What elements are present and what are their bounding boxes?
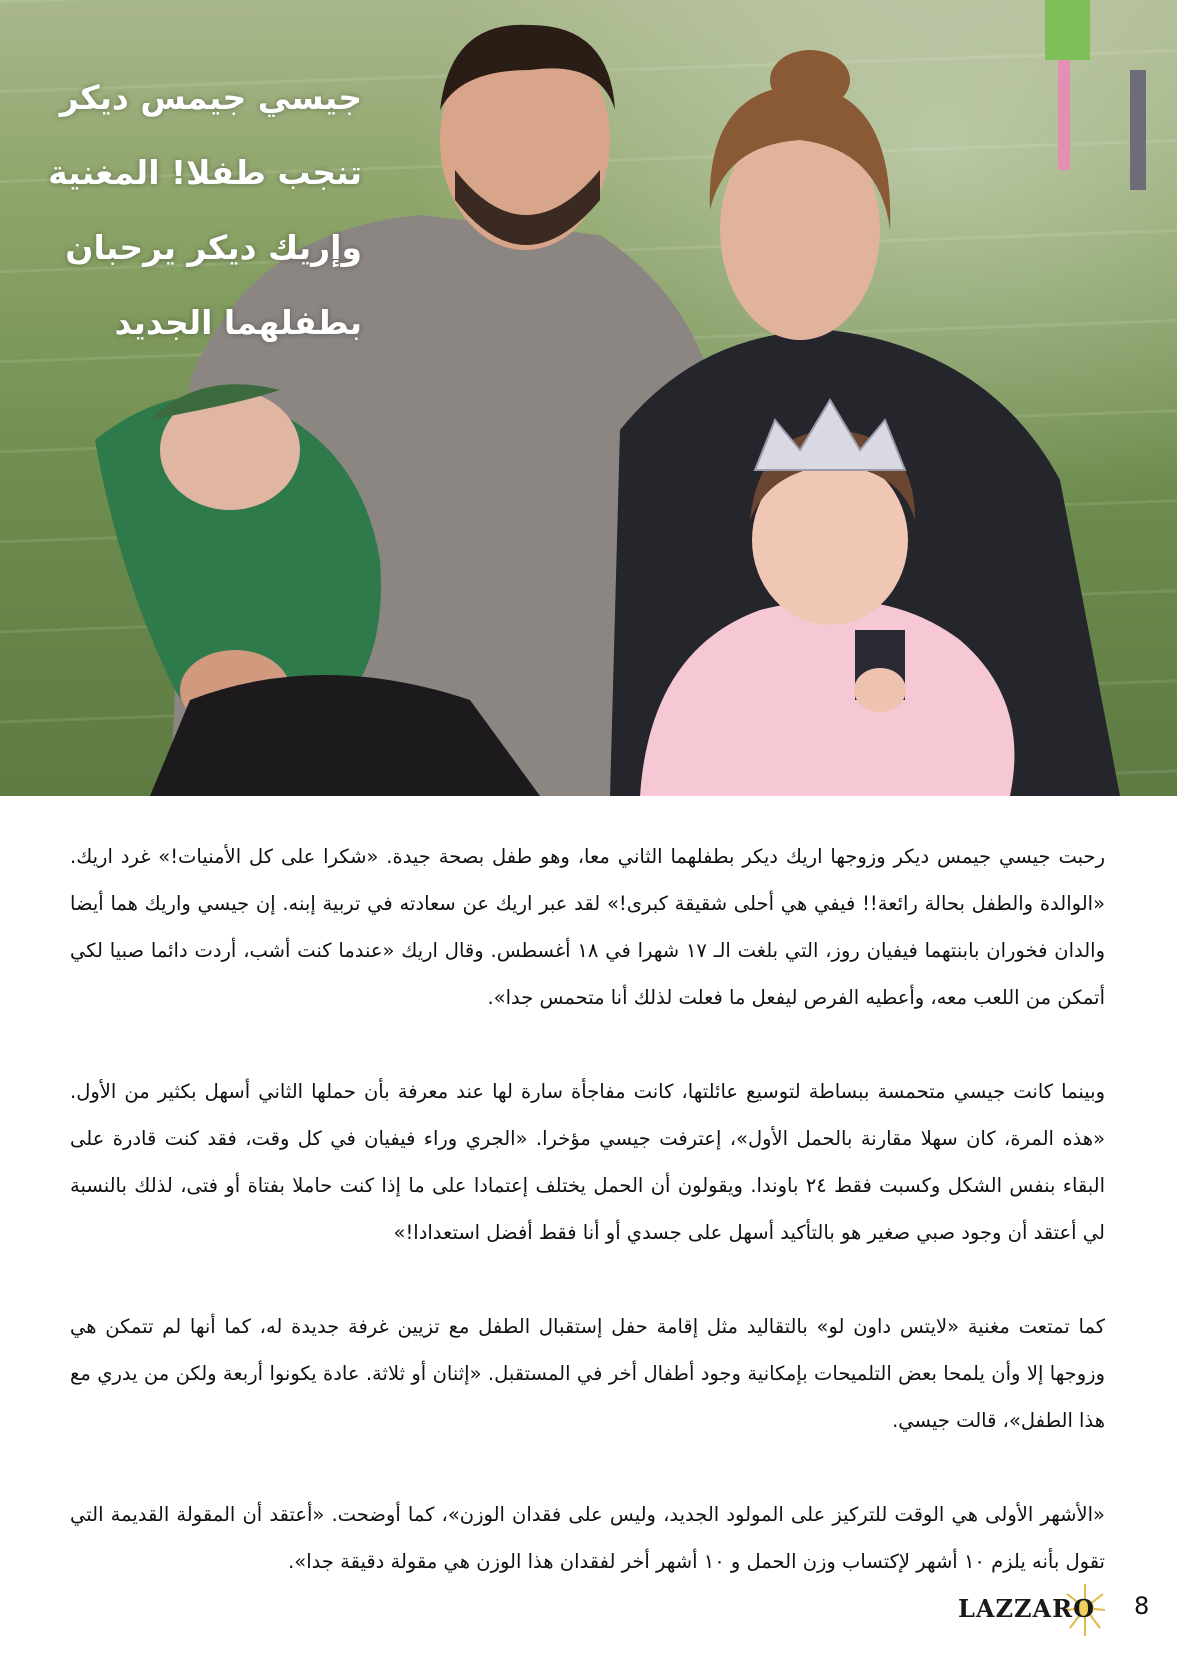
headline-line-3: وإريك ديكر يرحبان <box>65 228 362 267</box>
headline-line-4: بطفلهما الجديد <box>114 303 362 342</box>
logo-text: LAZZARO <box>958 1594 1096 1623</box>
article-paragraph: «الأشهر الأولى هي الوقت للتركيز على المولود الجديد، وليس على فقدان الوزن»، كما أوضحت. «أعتقد أن المقولة القديمة التي تقول بأنه يلزم ١٠ أشهر لإكتساب وزن الحمل و ١٠ أشهر أخر لفقدان هذا الوزن هي مقولة دقيقة جدا». <box>70 1503 1105 1573</box>
hero-headline <box>22 60 362 360</box>
article-paragraph: رحبت جيسي جيمس ديكر وزوجها اريك ديكر بطفلهما الثاني معا، وهو طفل بصحة جيدة. «شكرا على كل الأمنيات!» غرد اريك. «الوالدة والطفل بحالة رائعة!! فيفي هي أحلى شقيقة كبرى!» لقد عبر اريك عن سعادته في تربية إبنه. إن جيسي واريك هما أيضا والدان فخوران بابنتهما فيفيان روز، التي بلغت الـ ١٧ شهرا في ١٨ أغسطس. وقال اريك «عندما كنت أشب، أردت دائما صبيا لكي أتمكن من اللعب معه، وأعطيه الفرص ليفعل ما فعلت لذلك أنا متحمس جدا». <box>70 845 1106 1009</box>
article-body <box>70 833 1105 1632</box>
headline-line-2: تنجب طفلا! المغنية <box>48 153 362 192</box>
article-paragraph: كما تمتعت مغنية «لايتس داون لو» بالتقاليد مثل إقامة حفل إستقبال الطفل مع تزيين غرفة جديدة له، كما أنها لم تتمكن هي وزوجها إلا وأن يلمحا بعض التلميحات بإمكانية وجود أطفال أخر في المستقبل. «إثنان أو ثلاثة. عادة يكونوا أربعة ولكن من يدري مع هذا الطفل»، قالت جيسي. <box>70 1315 1105 1432</box>
headline-line-1: جيسي جيمس ديكر <box>59 78 362 117</box>
magazine-logo <box>955 1580 1105 1640</box>
article-paragraph: وبينما كانت جيسي متحمسة ببساطة لتوسيع عائلتها، كانت مفاجأة سارة لها عند معرفة بأن حملها الثاني أسهل بكثير من الأول. «هذه المرة، كان سهلا مقارنة بالحمل الأول»، إعترفت جيسي مؤخرا. «الجري وراء فيفيان في كل وقت، فقد كنت قادرة على البقاء بنفس الشكل وكسبت فقط ٢٤ باوندا. ويقولون أن الحمل يختلف إعتمادا على ما إذا كنت حاملا بفتاة أو فتى، لذلك بالنسبة لي أعتقد أن وجود صبي صغير هو بالتأكيد أسهل على جسدي أو أنا فقط أفضل استعدادا!» <box>70 1080 1105 1244</box>
page-number: 8 <box>1134 1592 1150 1620</box>
hero-photo <box>0 0 1177 796</box>
